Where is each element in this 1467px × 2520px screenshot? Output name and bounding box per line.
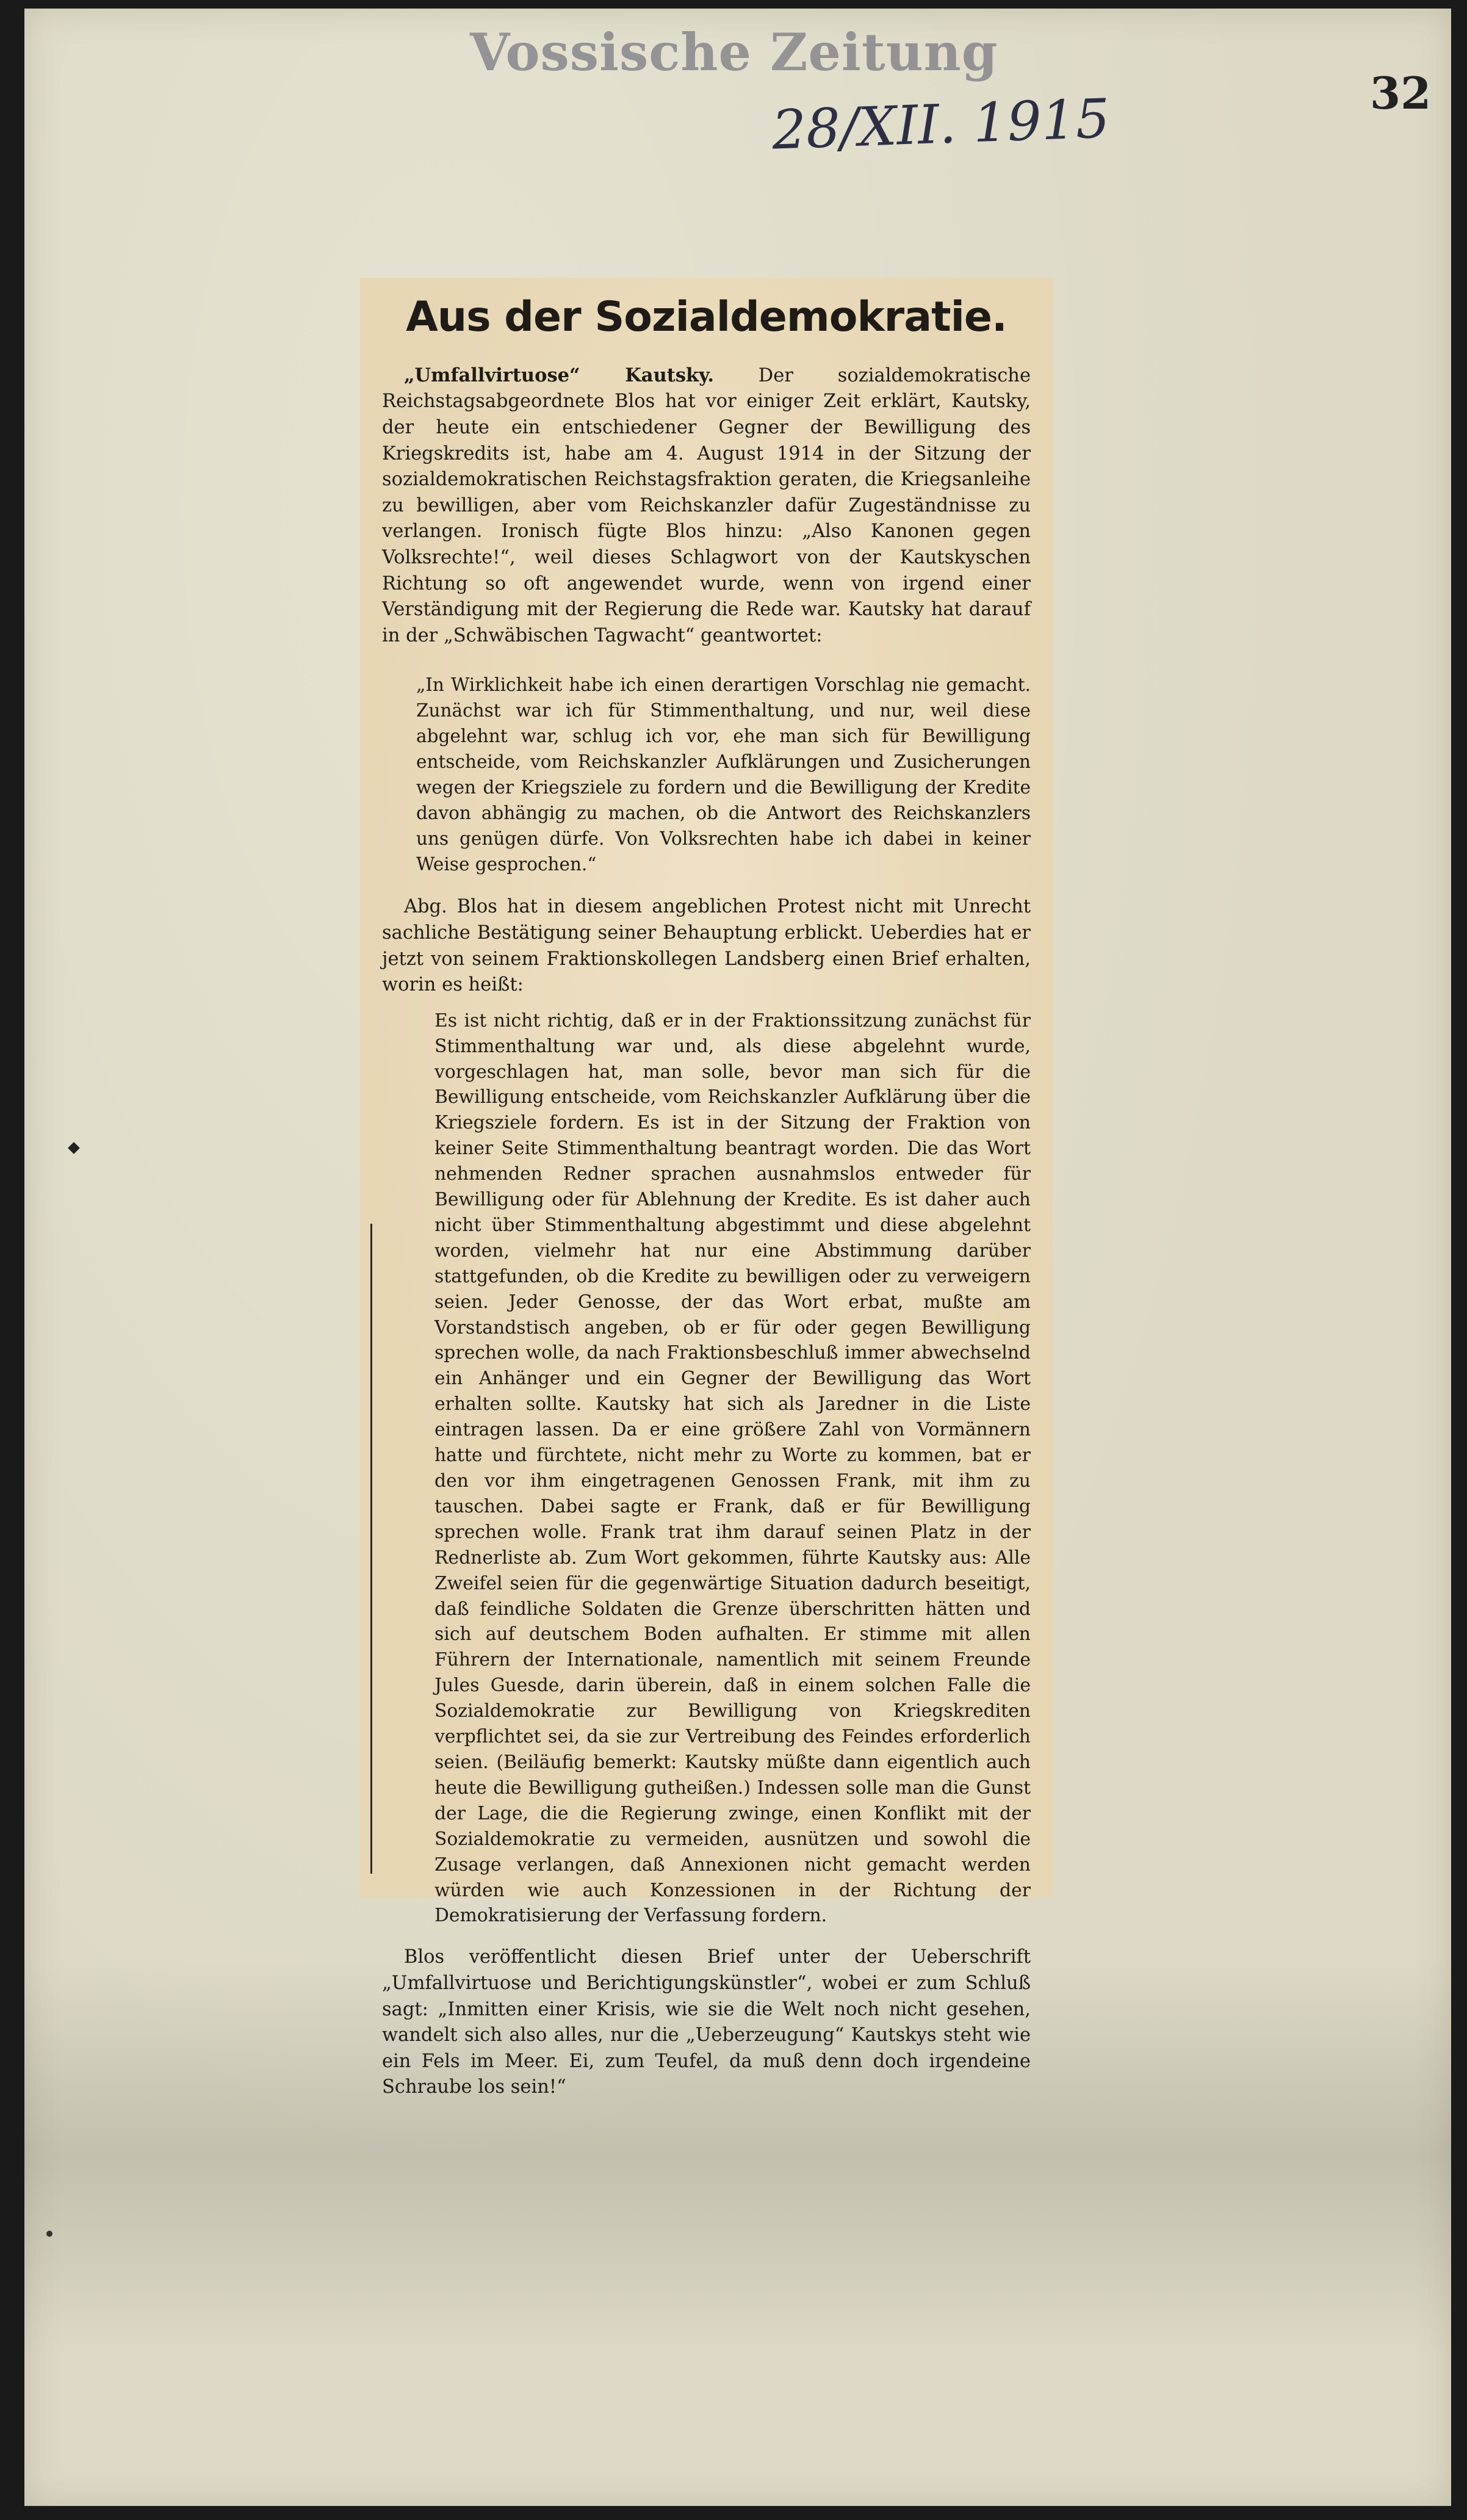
lead-paragraph — [382, 363, 1031, 649]
article-headline: Aus der Sozialdemokratie. — [406, 293, 1007, 341]
page-number: 32 — [1370, 67, 1432, 119]
newspaper-stamp: Vossische Zeitung — [470, 22, 998, 82]
lead-text: Der sozialdemokratische Reichstagsabgeordnete Blos hat vor einiger Zeit erklärt, Kautsky, der heute ein entschiedener Gegner der Bewilligung des Kriegskredits ist, habe am 4. August 1914 in der Sitzung der sozialdemokratischen Reichstagsfraktion geraten, die Kriegsanleihe zu bewilligen, aber vom Reichskanzler dafür Zugeständnisse zu verlangen. Ironisch fügte Blos hinzu: „Also Kanonen gegen Volksrechte!“, weil dieses Schlagwort von der Kautskyschen Richtung so oft angewendet wurde, wenn von irgend einer Verständigung mit der Regierung die Rede war. Kautsky hat darauf in der „Schwäbischen Tagwacht“ geantwortet: — [382, 364, 1031, 646]
clipping-margin-line — [370, 1224, 372, 1874]
margin-dot — [46, 2231, 52, 2237]
closing-paragraph: Blos veröffentlicht diesen Brief unter der Ueberschrift „Umfallvirtuose und Berichtigungskünstler“, wobei er zum Schluß sagt: „Inmitten einer Krisis, wie sie die Welt noch nicht gesehen, wandelt sich also alles, nur die „Ueberzeugung“ Kautskys steht wie ein Fels im Meer. Ei, zum Teufel, da muß denn doch irgendeine Schraube los sein!“ — [382, 1946, 1031, 2098]
lead-title: „Umfallvirtuose“ Kautsky. — [404, 364, 714, 386]
handwritten-date: 28/XII. 1915 — [771, 87, 1111, 162]
body-paragraph: Abg. Blos hat in diesem angeblichen Protest nicht mit Unrecht sachliche Bestätigung seiner Behauptung erblickt. Ueberdies hat er jetzt von seinem Fraktionskollegen Landsberg einen Brief erhalten, worin es heißt: — [382, 896, 1031, 996]
newspaper-clipping — [360, 278, 1053, 2098]
kautsky-quote: „In Wirklichkeit habe ich einen derartigen Vorschlag nie gemacht. Zunächst war ich für Stimmenthaltung, und nur, weil diese abgelehnt war, schlug ich vor, ehe man sich für Bewilligung entscheide, vom Reichskanzler Aufklärungen und Zusicherungen wegen der Kriegsziele zu fordern und die Bewilligung der Kredite davon abhängig zu machen, ob die Antwort des Reichskanzlers uns genügen dürfe. Von Volksrechten habe ich dabei in keiner Weise gesprochen.“ — [416, 674, 1031, 875]
landsberg-letter-quote: Es ist nicht richtig, daß er in der Fraktionssitzung zunächst für Stimmenthaltung war und, als diese abgelehnt wurde, vorgeschlagen hat, man solle, bevor man sich für die Bewilligung entscheide, vom Reichskanzler Aufklärung über die Kriegsziele fordern. Es ist in der Sitzung der Fraktion von keiner Seite Stimmenthaltung beantragt worden. Die das Wort nehmenden Redner sprachen ausnahmslos entweder für Bewilligung oder für Ablehnung der Kredite. Es ist daher auch nicht über Stimmenthaltung abgestimmt und diese abgelehnt worden, vielmehr hat nur eine Abstimmung darüber stattgefunden, ob die Kredite zu bewilligen oder zu verweigern seien. Jeder Genosse, der das Wort erbat, mußte am Vorstandstisch angeben, ob er für oder gegen Bewilligung sprechen wolle, da nach Fraktionsbeschluß immer abwechselnd ein Anhänger und ein Gegner der Bewilligung das Wort erhalten sollte. Kautsky hat sich als Jaredner in die Liste eintragen lassen. Da er eine größere Zahl von Vormännern hatte und fürchtete, nicht mehr zu Worte zu kommen, bat er den vor ihm eingetragenen Genossen Frank, mit ihm zu tauschen. Dabei sagte er Frank, daß er für Bewilligung sprechen wolle. Frank trat ihm darauf seinen Platz in der Rednerliste ab. Zum Wort gekommen, führte Kautsky aus: Alle Zweifel seien für die gegenwärtige Situation dadurch beseitigt, daß feindliche Soldaten die Grenze überschritten hätten und sich auf deutschem Boden aufhalten. Er stimme mit allen Führern der Internationale, namentlich mit seinem Freunde Jules Guesde, darin überein, daß in einem solchen Falle die Sozialdemokratie zur Bewilligung von Kriegskrediten verpflichtet sei, da sie zur Vertreibung des Feindes erforderlich seien. (Beiläufig bemerkt: Kautsky müßte dann eigentlich auch heute die Bewilligung gutheißen.) Indessen solle man die Gunst der Lage, die die Regierung zwinge, einen Konflikt mit der Sozialdemokratie zu vermeiden, ausnützen und sowohl die Zusage verlangen, daß Annexionen nicht gemacht werden würden wie auch Konzessionen in der Richtung der Demokratisierung der Verfassung fordern. — [434, 1009, 1031, 1927]
